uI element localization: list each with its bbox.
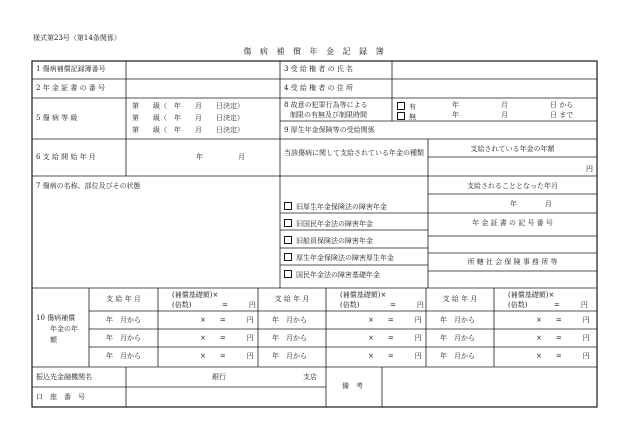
pension-type-3-label: 旧船員保険法の障害年金 (296, 237, 373, 245)
grade-row-2: 第 級（ 年 月 日決定） (132, 114, 244, 122)
period-header-2: 支 給 年 月 (274, 295, 310, 303)
form-number: 様式第23号（第14条関係） (33, 34, 121, 42)
formula-r3c3: × = 円 (536, 352, 590, 360)
grade-row-1: 第 級（ 年 月 日決定） (132, 102, 244, 110)
period-from-r1c1: 年 月から (106, 316, 141, 324)
pension-type-3[interactable] (284, 236, 373, 245)
checkbox-pension-type-4[interactable] (284, 253, 292, 261)
period-from-r1c2: 年 月から (272, 316, 307, 324)
field-3-label: 3 受 給 権 者 の 氏 名 (284, 65, 354, 73)
pension-type-4[interactable] (284, 253, 394, 262)
restriction-no-label: 無 (409, 113, 416, 121)
field-6-label: 6 支 給 開 始 年 月 (36, 153, 96, 161)
pension-amount-label: 支給されている年金の年額 (470, 145, 555, 153)
field-7-label: 7 傷病の名称、部位及びその状態 (36, 182, 141, 190)
period-from-r2c1: 年 月から (106, 334, 141, 342)
pension-type-4-label: 厚生年金保険法の障害厚生年金 (296, 254, 394, 262)
pension-type-2[interactable] (284, 219, 373, 228)
pension-type-1-label: 旧厚生年金保険法の障害年金 (296, 203, 387, 211)
bank-blanks: 銀行 支店 (212, 373, 317, 381)
form-title: 傷 病 補 償 年 金 記 録 簿 (243, 47, 387, 56)
field-4-label: 4 受 給 権 者 の 住 所 (284, 84, 354, 92)
period-header-1: 支 給 年 月 (106, 295, 141, 303)
formula-eq-3: = 円 (554, 301, 588, 309)
period-from-r1c3: 年 月から (440, 316, 475, 324)
formula-eq-1: = 円 (222, 301, 256, 309)
formula-header-2b: (倍数) (340, 301, 360, 309)
formula-r1c2: × = 円 (368, 316, 422, 324)
field-5-label: 5 傷 病 等 級 (36, 114, 78, 122)
pension-start-label: 支給されることとなった年月 (467, 182, 558, 190)
checkbox-no[interactable] (397, 112, 405, 120)
formula-header-2a: (補償基礎額)× (340, 291, 387, 299)
pension-start-ym: 年 月 (510, 200, 552, 208)
restriction-yes-label: 有 (409, 103, 416, 111)
checkbox-pension-type-2[interactable] (284, 219, 292, 227)
restriction-no-dates: 年 月 日 まで (452, 111, 574, 119)
field-2-label: 2 年 金 証 書 の 番 号 (36, 84, 106, 92)
formula-header-3a: (補償基礎額)× (508, 291, 555, 299)
period-header-3: 支 給 年 月 (442, 295, 478, 303)
period-from-r2c3: 年 月から (440, 334, 475, 342)
restriction-yes[interactable] (397, 102, 416, 111)
formula-header-1b: (倍数) (172, 301, 192, 309)
pension-type-5-label: 国民年金法の障害基礎年金 (296, 271, 380, 279)
pension-kind-label: 当該傷病に関して支給されている年金の種類 (284, 149, 424, 157)
formula-header-1a: (補償基礎額)× (172, 291, 219, 299)
formula-r3c2: × = 円 (368, 352, 422, 360)
bank-label: 振込先金融機関名 (36, 373, 92, 381)
restriction-yes-dates: 年 月 日 から (452, 101, 574, 109)
checkbox-pension-type-3[interactable] (284, 236, 292, 244)
formula-r1c1: × = 円 (200, 316, 254, 324)
account-label: 口 座 番 号 (36, 393, 85, 401)
checkbox-pension-type-1[interactable] (284, 202, 292, 210)
field-10-label-3: 額 (50, 336, 57, 344)
restriction-no[interactable] (397, 112, 416, 121)
pension-amount-yen: 円 (586, 165, 593, 173)
formula-r2c2: × = 円 (368, 334, 422, 342)
pension-type-1[interactable] (284, 202, 387, 211)
checkbox-yes[interactable] (397, 102, 405, 110)
checkbox-pension-type-5[interactable] (284, 270, 292, 278)
remarks-label: 備 考 (342, 382, 363, 390)
field-8-label-2: 制限の有無及び制限時間 (290, 111, 367, 119)
period-from-r3c3: 年 月から (440, 352, 475, 360)
field-10-label-1: 10 傷病補償 (36, 314, 76, 322)
office-label: 所 轄 社 会 保 険 事 務 所 等 (467, 258, 558, 266)
grade-row-3: 第 級（ 年 月 日決定） (132, 126, 244, 134)
field-9-label: 9 厚生年金保険等の受給関係 (284, 126, 375, 134)
field-1-label: 1 傷病補償記録簿番号 (36, 65, 106, 73)
formula-r2c3: × = 円 (536, 334, 590, 342)
start-year-month: 年 月 (196, 153, 245, 161)
pension-type-2-label: 旧国民年金法の障害年金 (296, 220, 373, 228)
period-from-r2c2: 年 月から (272, 334, 307, 342)
formula-eq-2: = 円 (390, 301, 424, 309)
field-8-label-1: 8 故意の犯罪行為等による (284, 101, 368, 109)
formula-r2c1: × = 円 (200, 334, 254, 342)
certificate-label: 年 金 証 書 の 記 号 番 号 (472, 219, 553, 227)
period-from-r3c2: 年 月から (272, 352, 307, 360)
formula-r3c1: × = 円 (200, 352, 254, 360)
pension-type-5[interactable] (284, 270, 380, 279)
formula-header-3b: (倍数) (508, 301, 528, 309)
period-from-r3c1: 年 月から (106, 352, 141, 360)
formula-r1c3: × = 円 (536, 316, 590, 324)
field-10-label-2: 年金の年 (50, 325, 78, 333)
